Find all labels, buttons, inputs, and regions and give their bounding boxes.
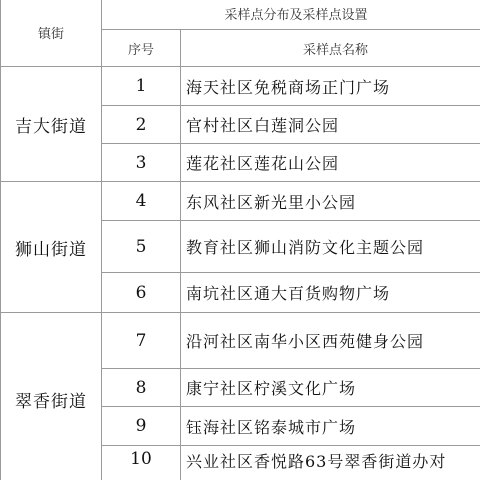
site-name-cell: 莲花社区莲花山公园 xyxy=(181,144,480,182)
seq-cell: 1 xyxy=(102,67,181,106)
table-row xyxy=(1,313,480,369)
seq-cell: 10 xyxy=(102,446,181,480)
site-name-cell: 钰海社区铭泰城市广场 xyxy=(181,407,480,446)
site-column-header: 采样点名称 xyxy=(181,30,480,67)
table-row xyxy=(1,67,480,106)
site-name-cell: 东风社区新光里小公园 xyxy=(181,182,480,221)
street-cell: 狮山街道 xyxy=(1,182,102,313)
table-header-row xyxy=(1,0,480,30)
group-title-header: 采样点分布及采样点设置 xyxy=(102,0,480,30)
site-name-cell: 海天社区免税商场正门广场 xyxy=(181,67,480,106)
site-name-cell: 南坑社区通大百货购物广场 xyxy=(181,273,480,313)
street-cell: 吉大街道 xyxy=(1,67,102,182)
table-row xyxy=(1,182,480,221)
seq-cell: 3 xyxy=(102,144,181,182)
site-name-cell: 教育社区狮山消防文化主题公园 xyxy=(181,221,480,273)
street-column-header: 镇街 xyxy=(1,0,102,67)
site-name-cell: 康宁社区柠溪文化广场 xyxy=(181,369,480,407)
site-name-cell: 官村社区白莲洞公园 xyxy=(181,106,480,144)
seq-column-header: 序号 xyxy=(102,30,181,67)
street-cell: 翠香街道 xyxy=(1,313,102,480)
seq-cell: 6 xyxy=(102,273,181,313)
seq-cell: 8 xyxy=(102,369,181,407)
seq-cell: 5 xyxy=(102,221,181,273)
seq-cell: 7 xyxy=(102,313,181,369)
site-name-cell: 沿河社区南华小区西苑健身公园 xyxy=(181,313,480,369)
seq-cell: 9 xyxy=(102,407,181,446)
site-name-cell: 兴业社区香悦路63号翠香街道办对 xyxy=(181,446,480,480)
seq-cell: 4 xyxy=(102,182,181,221)
seq-cell: 2 xyxy=(102,106,181,144)
